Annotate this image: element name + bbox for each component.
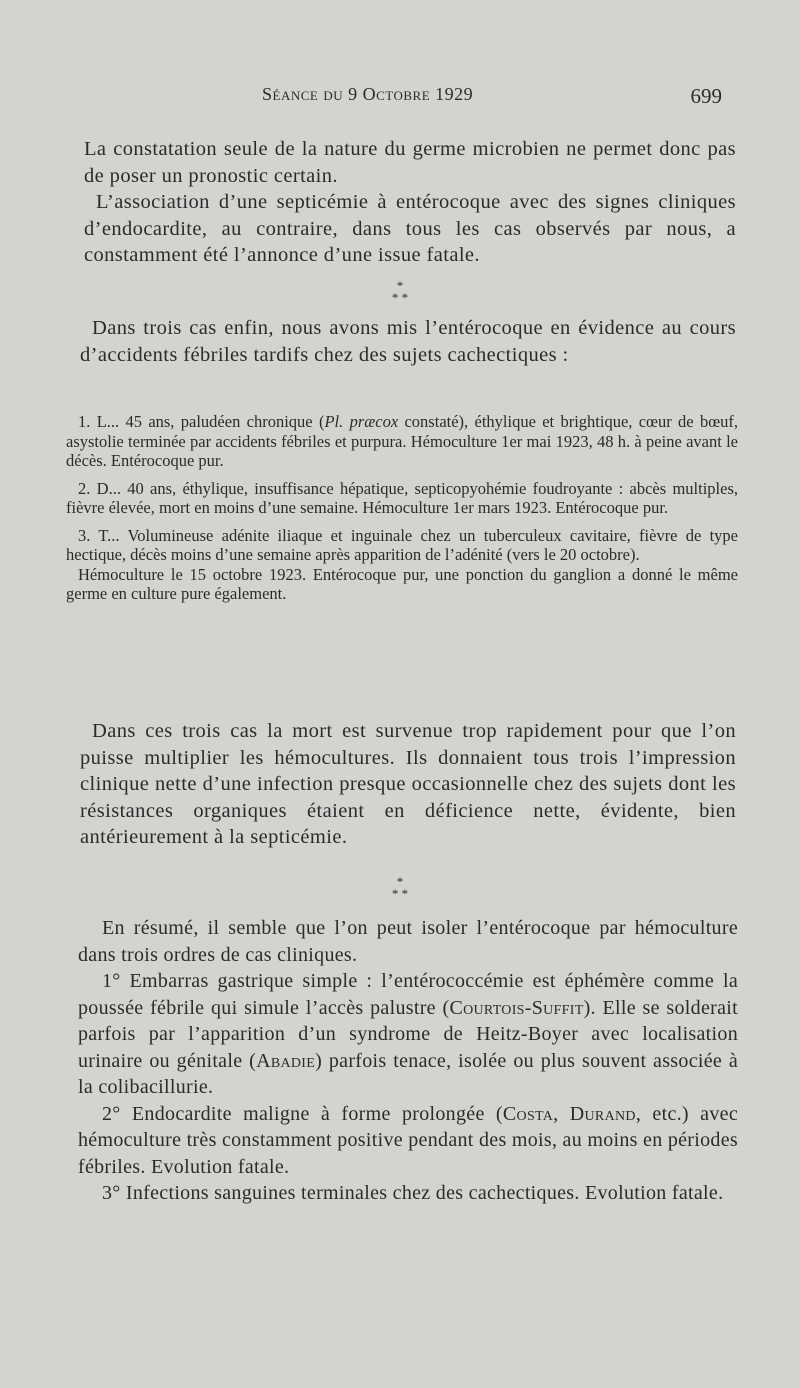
page-number: 699: [690, 84, 722, 108]
summary-item-1-text-c: ) parfois tenace, isolée ou plus souvent associée à la colibacillurie.: [78, 1049, 739, 1098]
authors-costa-durand: Costa, Durand: [502, 1102, 636, 1125]
case-2: 2. D... 40 ans, éthylique, insuffisance hépatique, septicopyohémie foudroyante : abcès multiples, fièvre élevée, mort en moins d’une semaine. Hémoculture 1er mars 1923. Entérocoque pur.: [66, 478, 738, 517]
case-3-continued: Hémoculture le 15 octobre 1923. Entérocoque pur, une ponction du ganglion a donné le même germe en culture pure également.: [66, 564, 738, 603]
case-1: [66, 412, 738, 471]
summary-item-1-text-a: 1° Embarras gastrique simple : l’entérococcémie est éphémère comme la poussée fébrile qui simule l’accès palustre (: [78, 970, 738, 1019]
case-list: [66, 412, 738, 612]
separator-star-top: *: [396, 874, 404, 889]
page-header: [0, 84, 800, 114]
author-abadie: Abadie: [256, 1049, 316, 1072]
intro-paragraph-2: L’association d’une septicémie à entérocoque avec des signes cliniques d’endocardite, au contraire, dans tous les cas observés par nous, a constamment été l’annonce d’une issue fatale.: [84, 191, 736, 266]
running-title: Séance du 9 Octobre 1929: [262, 84, 474, 104]
intro-paragraph-1: La constatation seule de la nature du germe microbien ne permet donc pas de poser un pronostic certain.: [84, 138, 736, 187]
section-separator-1: [0, 280, 800, 304]
section-2: [80, 315, 736, 368]
section-3-paragraph: Dans ces trois cas la mort est survenue trop rapidement pour que l’on puisse multiplier les hémocultures. Ils donnaient tous trois l’impression clinique nette d’une infection presque occasionnelle chez des sujets dont les résistances organiques étaient en déficience nette, évidente, bien antérieurement à la septicémie.: [80, 720, 736, 848]
summary-item-2: [78, 1101, 738, 1181]
summary-item-2-text-a: 2° Endocardite maligne à forme prolongée (: [102, 1102, 503, 1125]
summary-paragraph: En résumé, il semble que l’on peut isoler l’entérocoque par hémoculture dans trois ordres de cas cliniques.: [78, 917, 738, 966]
section-separator-2: [0, 876, 800, 900]
summary-item-1: [78, 968, 738, 1101]
intro-section: [84, 136, 736, 269]
section-2-paragraph: Dans trois cas enfin, nous avons mis l’entérocoque en évidence au cours d’accidents fébriles tardifs chez des sujets cachectiques :: [80, 317, 736, 366]
separator-star-bottom: * *: [391, 886, 409, 901]
case-1-species: Pl. præcox: [324, 412, 399, 431]
separator-star-bottom: * *: [391, 290, 409, 305]
case-1-tail: constaté), éthylique et brightique, cœur de bœuf, asystolie terminée par accidents fébriles et purpura. Hémoculture 1er mai 1923, 48 h. à peine avant le décès. Entérocoque pur.: [66, 412, 738, 470]
summary-item-3: 3° Infections sanguines terminales chez des cachectiques. Evolution fatale.: [102, 1182, 724, 1204]
summary-item-1-text-b: ). Elle se solderait parfois par l’apparition d’un syndrome de Heitz-Boyer avec localisation urinaire ou génitale (: [78, 996, 738, 1072]
case-1-head: 1. L... 45 ans, paludéen chronique (: [78, 412, 325, 431]
author-courtois-suffit: Courtois-Suffit: [449, 996, 584, 1019]
summary-section: [78, 915, 738, 1207]
separator-star-top: *: [396, 278, 404, 293]
summary-item-2-text-b: , etc.) avec hémoculture très constamment positive pendant des mois, au moins en périodes fébriles. Evolution fatale.: [78, 1102, 739, 1178]
section-3: [80, 718, 736, 851]
case-3: 3. T... Volumineuse adénite iliaque et inguinale chez un tuberculeux cavitaire, fièvre de type hectique, décès moins d’une semaine après apparition de l’adénité (vers le 20 octobre).: [66, 525, 738, 564]
